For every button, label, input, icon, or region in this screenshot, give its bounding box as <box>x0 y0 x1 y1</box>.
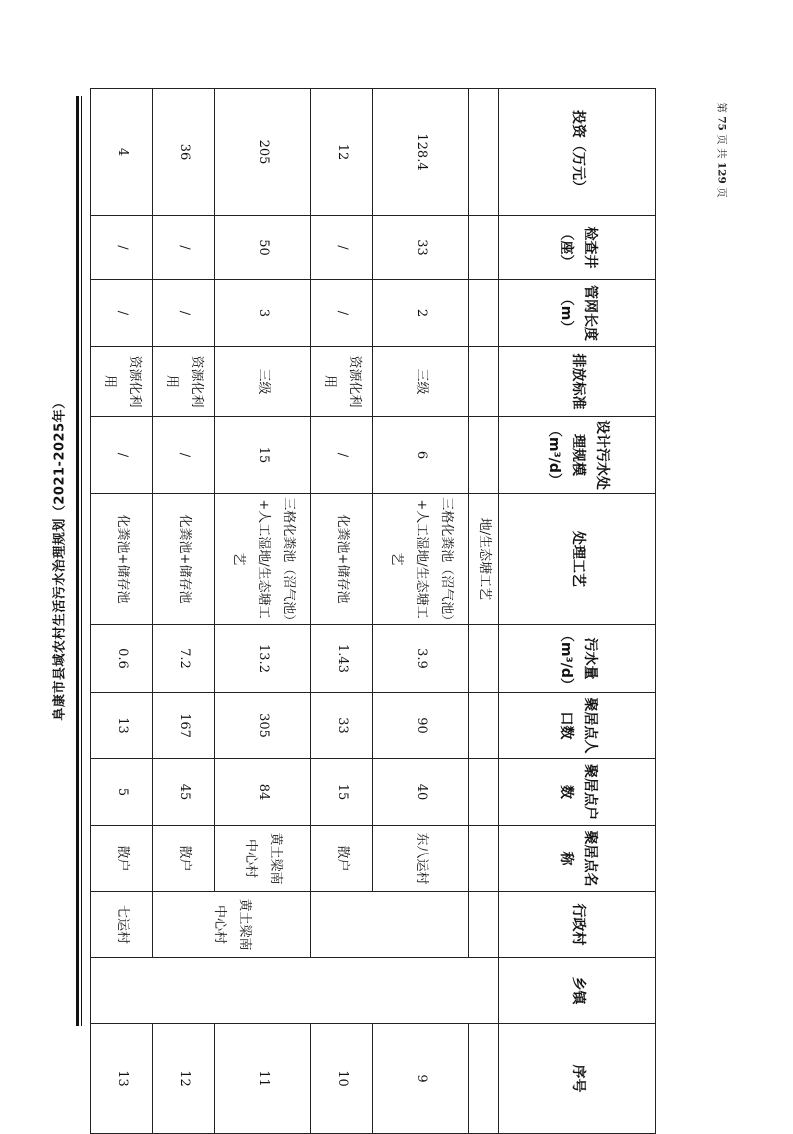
cell-pipe-length: 3 <box>215 280 311 347</box>
cell-discharge-standard: 三级 <box>215 347 311 417</box>
header-population: 聚居点人口数 <box>499 693 656 759</box>
table-container <box>102 88 656 1093</box>
cell-serial: 12 <box>153 1024 215 1134</box>
cell-population: 33 <box>311 693 373 759</box>
table-row-partial <box>469 89 499 1134</box>
cell-settlement: 散户 <box>153 826 215 892</box>
cell-village: 七运村 <box>91 892 153 958</box>
cell-sewage-volume: 3.9 <box>373 625 469 693</box>
cell-design-capacity: / <box>311 417 373 494</box>
cell-process: 化粪池+储存池 <box>153 494 215 625</box>
cell-discharge-standard: 资源化利用 <box>311 347 373 417</box>
header-town: 乡镇 <box>499 958 656 1024</box>
cell-manholes: / <box>153 216 215 280</box>
cell-sewage-volume: 7.2 <box>153 625 215 693</box>
cell-pipe-length: / <box>311 280 373 347</box>
cell-pipe-length: / <box>153 280 215 347</box>
cell-investment: 4 <box>91 89 153 216</box>
header-households: 聚居点户数 <box>499 759 656 826</box>
total-page-number: 129 <box>715 161 728 184</box>
cell-process: 地/生态塘工艺 <box>469 494 499 625</box>
cell-households: 45 <box>153 759 215 826</box>
cell-process: 化粪池+储存池 <box>91 494 153 625</box>
cell-pipe-length: 2 <box>373 280 469 347</box>
cell-manholes: 50 <box>215 216 311 280</box>
header-village: 行政村 <box>499 892 656 958</box>
cell-households: 84 <box>215 759 311 826</box>
cell-design-capacity: 6 <box>373 417 469 494</box>
cell-population: 13 <box>91 693 153 759</box>
cell-manholes: / <box>91 216 153 280</box>
header-row <box>499 89 656 1134</box>
cell-serial: 9 <box>373 1024 469 1134</box>
cell-discharge-standard: 资源化利用 <box>153 347 215 417</box>
cell-sewage-volume: 1.43 <box>311 625 373 693</box>
cell-investment: 205 <box>215 89 311 216</box>
title-rule-thin <box>81 96 82 1026</box>
cell-settlement: 黄土梁南中心村 <box>215 826 311 892</box>
cell-households: 15 <box>311 759 373 826</box>
cell-process: 三格化粪池（沼气池）+人工湿地/生态塘工艺 <box>373 494 469 625</box>
cell-discharge-standard: 资源化利用 <box>91 347 153 417</box>
cell-serial: 11 <box>215 1024 311 1134</box>
header-investment: 投资（万元） <box>499 89 656 216</box>
cell-sewage-volume: 13.2 <box>215 625 311 693</box>
cell-households: 5 <box>91 759 153 826</box>
document-title: 阜康市县域农村生活污水治理规划（2021-2025年） <box>52 395 68 721</box>
header-design-capacity: 设计污水处理规模（m³/d） <box>499 417 656 494</box>
cell-process: 化粪池+储存池 <box>311 494 373 625</box>
cell-village <box>311 892 469 958</box>
cell-process: 三格化粪池（沼气池）+人工湿地/生态塘工艺 <box>215 494 311 625</box>
cell-settlement: 散户 <box>91 826 153 892</box>
cell-population: 167 <box>153 693 215 759</box>
cell-pipe-length: / <box>91 280 153 347</box>
cell-population: 90 <box>373 693 469 759</box>
cell-households: 40 <box>373 759 469 826</box>
sewage-plan-table <box>90 88 656 1134</box>
cell-design-capacity: / <box>153 417 215 494</box>
header-process: 处理工艺 <box>499 494 656 625</box>
cell-serial: 13 <box>91 1024 153 1134</box>
header-discharge-standard: 排放标准 <box>499 347 656 417</box>
cell-discharge-standard: 三级 <box>373 347 469 417</box>
cell-serial: 10 <box>311 1024 373 1134</box>
cell-settlement: 东八运村 <box>373 826 469 892</box>
current-page-number: 75 <box>715 116 728 131</box>
cell-design-capacity: 15 <box>215 417 311 494</box>
header-serial: 序号 <box>499 1024 656 1134</box>
header-settlement: 聚居点名称 <box>499 826 656 892</box>
cell-manholes: / <box>311 216 373 280</box>
title-rule-thick <box>76 96 79 1026</box>
cell-town <box>91 958 499 1024</box>
cell-manholes: 33 <box>373 216 469 280</box>
cell-investment: 36 <box>153 89 215 216</box>
cell-investment: 128.4 <box>373 89 469 216</box>
header-pipe-length: 管网长度（m） <box>499 280 656 347</box>
cell-settlement: 散户 <box>311 826 373 892</box>
cell-population: 305 <box>215 693 311 759</box>
cell-village: 黄土梁南中心村 <box>153 892 311 958</box>
header-sewage-volume: 污水量（m³/d） <box>499 625 656 693</box>
cell-sewage-volume: 0.6 <box>91 625 153 693</box>
header-manholes: 检查井（座） <box>499 216 656 280</box>
cell-design-capacity: / <box>91 417 153 494</box>
cell-investment: 12 <box>311 89 373 216</box>
page-footer: 第 75 页 共 129 页 <box>715 102 728 198</box>
